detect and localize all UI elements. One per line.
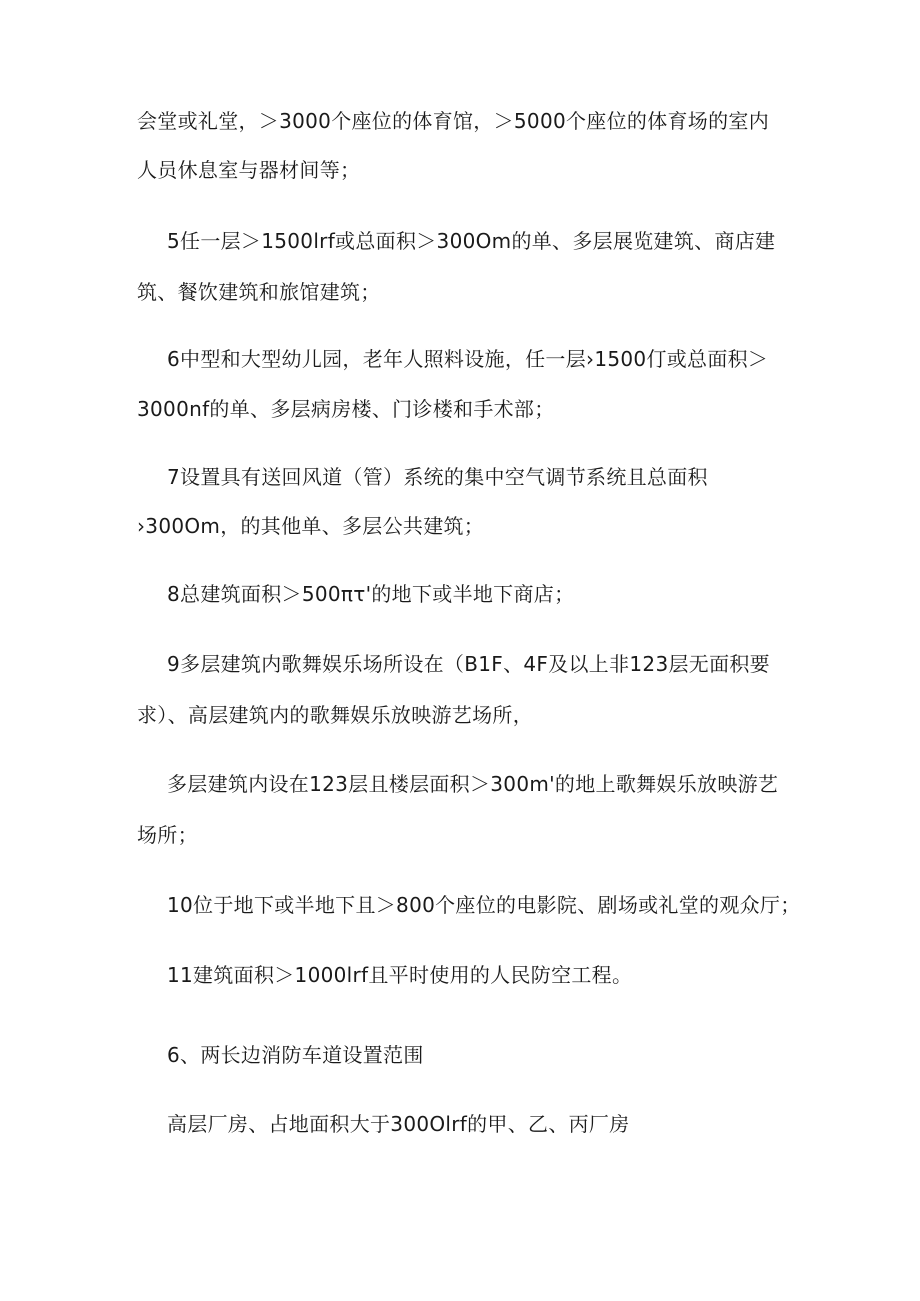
text-line: 筑、餐饮建筑和旅馆建筑； [137, 280, 381, 304]
text-line: 高层厂房、占地面积大于300Olrf的甲、乙、丙厂房 [167, 1112, 630, 1136]
section-heading: 6、两长边消防车道设置范围 [167, 1043, 424, 1067]
text-line: 11建筑面积＞1000lrf且平时使用的人民防空工程。 [167, 963, 633, 987]
text-line: 10位于地下或半地下且＞800个座位的电影院、剧场或礼堂的观众厅； [167, 893, 801, 917]
text-line: 6中型和大型幼儿园，老年人照料设施，任一层›1500仃或总面积＞ [167, 347, 769, 371]
text-line: 多层建筑内设在123层且楼层面积＞300m'的地上歌舞娱乐放映游艺 [167, 772, 779, 796]
text-line: 场所； [137, 823, 198, 847]
text-line: 求）、高层建筑内的歌舞娱乐放映游艺场所， [137, 703, 533, 727]
text-line: 5任一层＞1500lrf或总面积＞300Om的单、多层展览建筑、商店建 [167, 229, 776, 253]
text-line: ›300Om，的其他单、多层公共建筑； [137, 514, 485, 538]
text-line: 人员休息室与器材间等； [137, 158, 361, 182]
text-line: 7设置具有送回风道（管）系统的集中空气调节系统且总面积 [167, 465, 708, 489]
text-line: 会堂或礼堂，＞3000个座位的体育馆，＞5000个座位的体育场的室内 [137, 109, 769, 133]
text-line: 9多层建筑内歌舞娱乐场所设在（B1F、4F及以上非123层无面积要 [167, 652, 770, 676]
text-line: 3000nf的单、多层病房楼、门诊楼和手术部； [137, 397, 555, 421]
text-line: 8总建筑面积＞500πτ'的地下或半地下商店； [167, 582, 575, 606]
